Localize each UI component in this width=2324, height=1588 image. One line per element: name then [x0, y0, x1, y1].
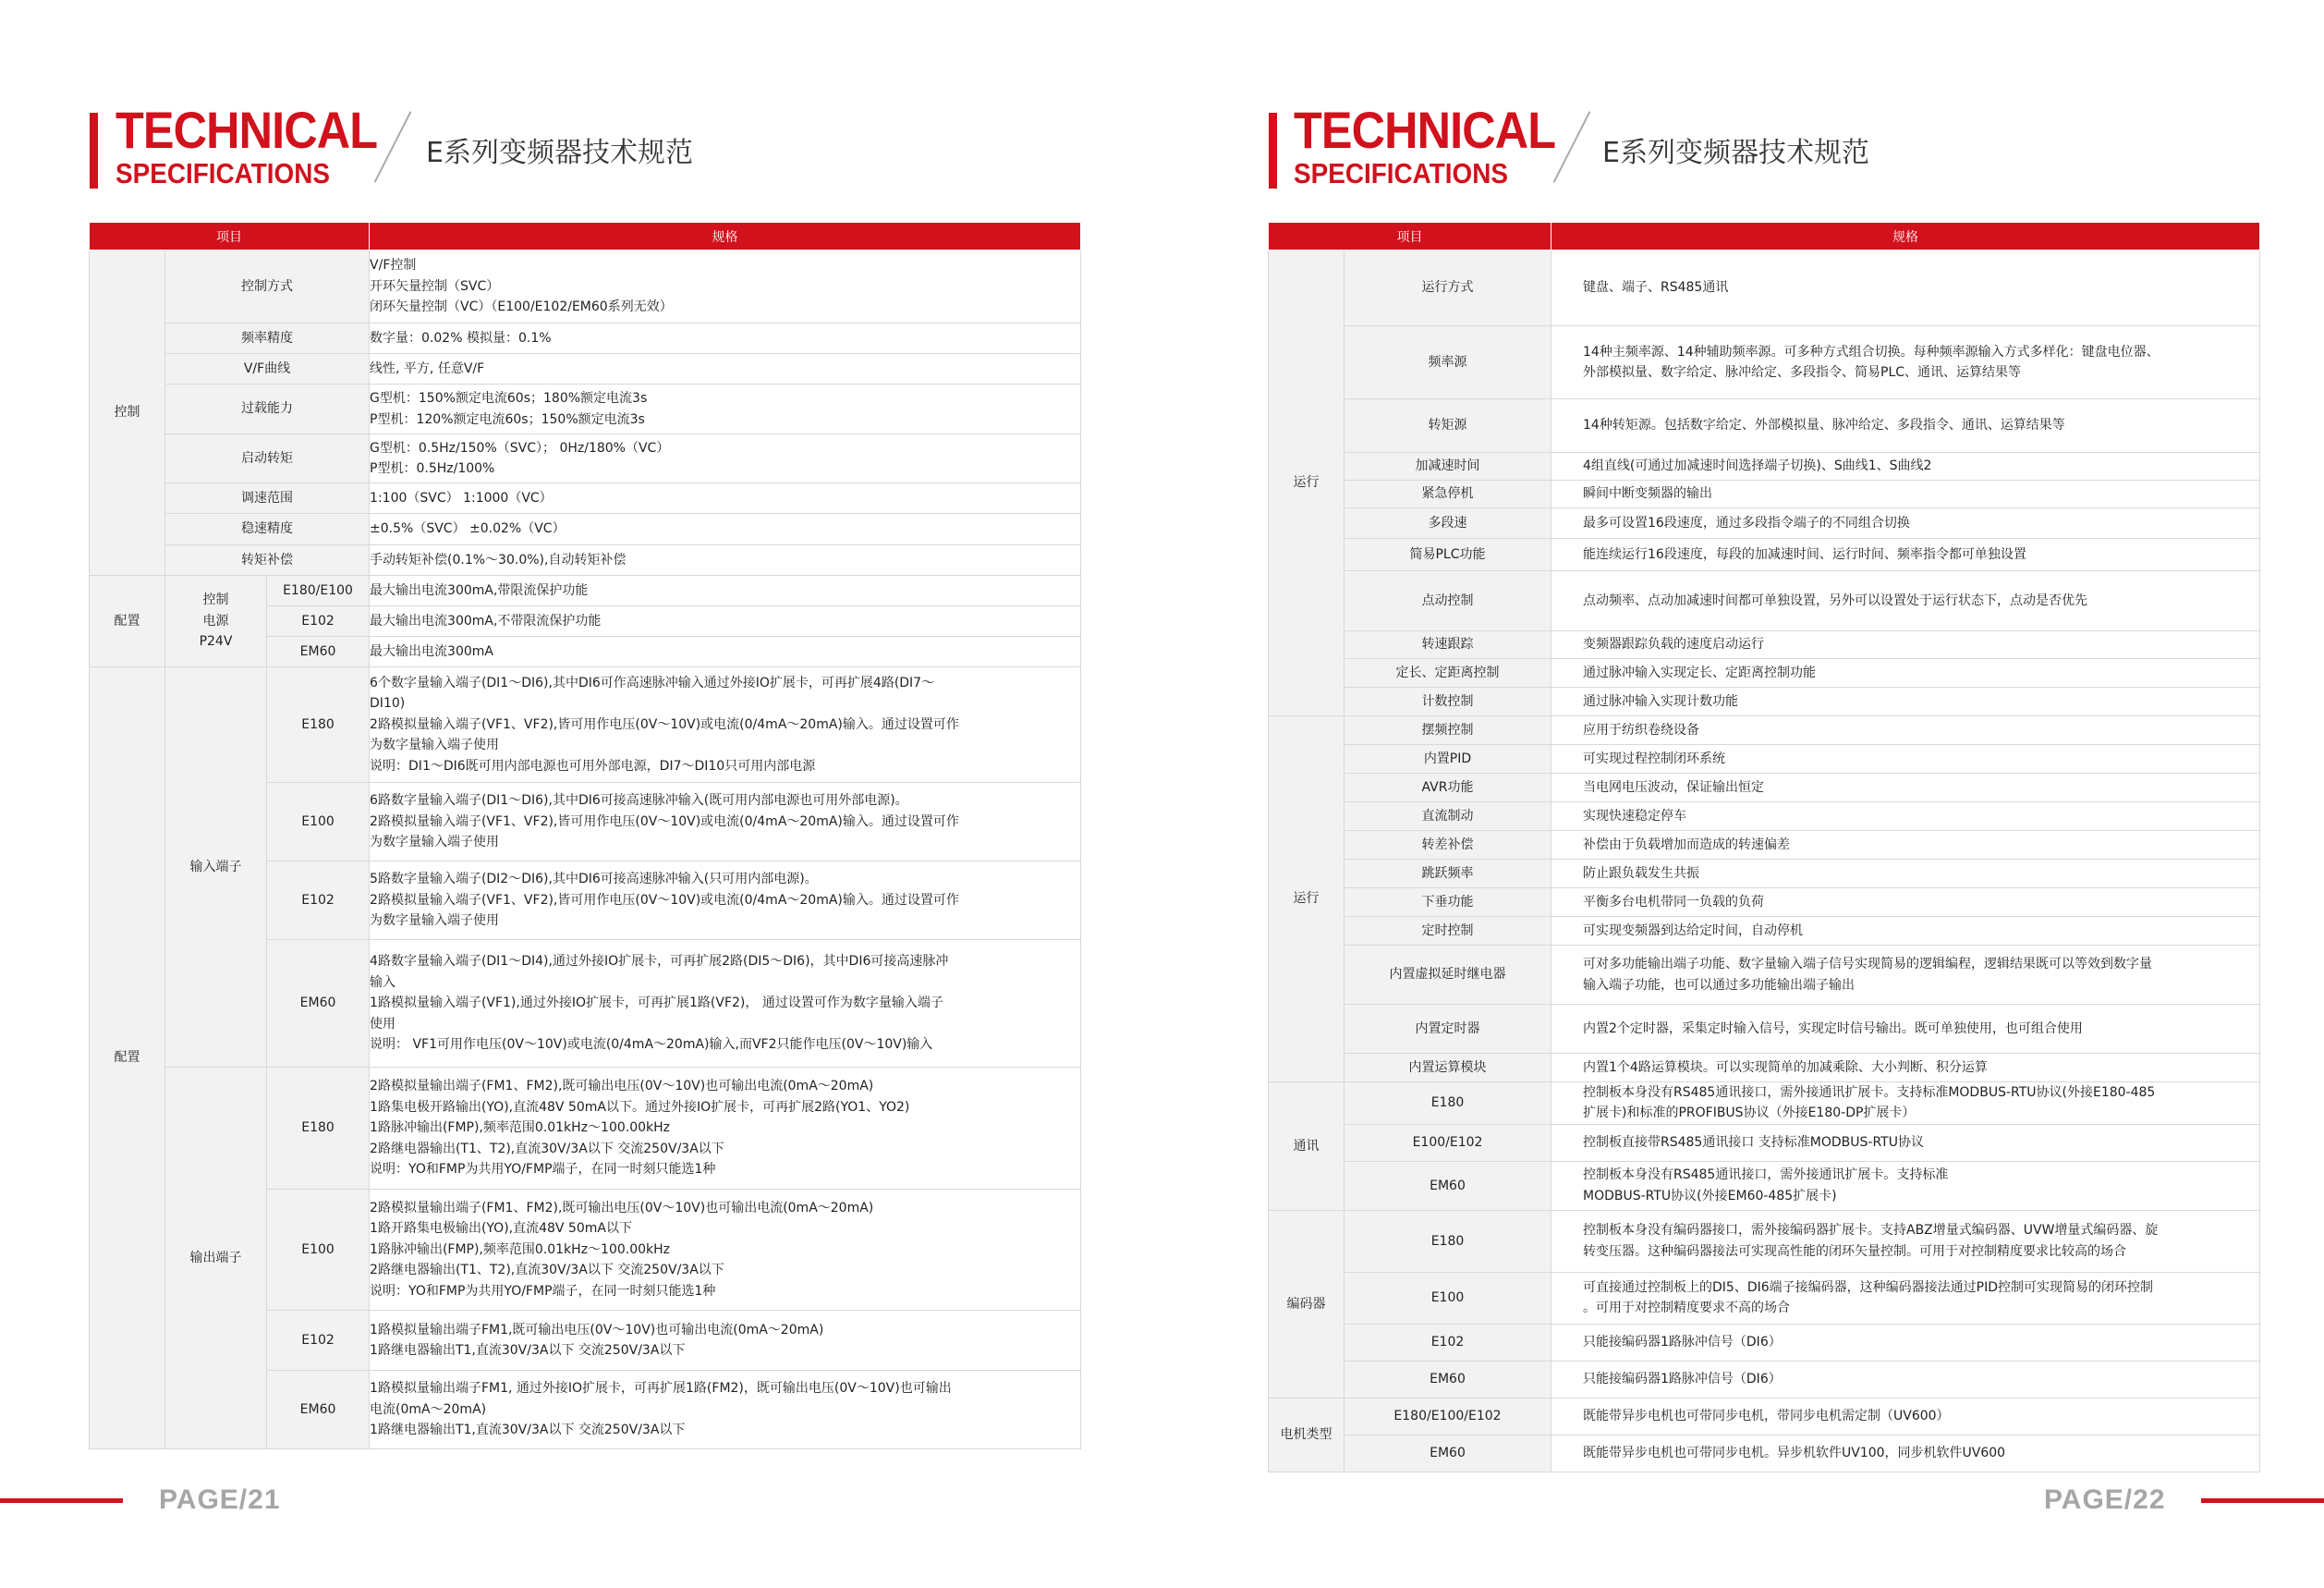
row-value: 既能带异步电机也可带同步电机，带同步电机需定制（UV600）: [1551, 1398, 2260, 1435]
row-value: G型机：150%额定电流60s；180%额定电流3s P型机：120%额定电流60s；150%额定电流3s: [370, 385, 1081, 434]
row-label: EM60: [1345, 1161, 1551, 1210]
row-label: 运行方式: [1345, 250, 1551, 326]
row-label: V/F曲线: [165, 354, 370, 385]
table-row: [90, 385, 1081, 434]
table-row: [1269, 774, 2260, 802]
row-value: 2路模拟量输出端子(FM1、FM2),既可输出电压(0V～10V)也可输出电流(0mA～20mA) 1路集电极开路输出(YO),直流48V 50mA以下。通过外接IO扩展卡，可再扩展2路(YO1、YO2) 1路脉冲输出(FMP),频率范围0.01kHz～100.00kHz 2路继电器输出(T1、T2),直流30V/3A以下 交流250V/3A以下 说明：YO和FMP为共用YO/FMP端子，在同一时刻只能选1种: [370, 1068, 1081, 1190]
row-label: 紧急停机: [1345, 481, 1551, 508]
row-value: 最大输出电流300mA,带限流保护功能: [370, 576, 1081, 606]
row-label: 直流制动: [1345, 802, 1551, 831]
row-value: 可直接通过控制板上的DI5、DI6端子接编码器，这种编码器接法通过PID控制可实现简易的闭环控制 。可用于对控制精度要求不高的场合: [1551, 1272, 2260, 1324]
table-row: [1269, 917, 2260, 946]
row-value: 变频器跟踪负载的速度启动运行: [1551, 631, 2260, 659]
row-label: 内置虚拟延时继电器: [1345, 946, 1551, 1005]
row-value: 当电网电压波动，保证输出恒定: [1551, 774, 2260, 802]
row-value: 5路数字量输入端子(DI2～DI6),其中DI6可接高速脉冲输入(只可用内部电源)。 2路模拟量输入端子(VF1、VF2),皆可用作电压(0V～10V)或电流(0/4mA～20mA)输入。通过设置可作 为数字量输入端子使用: [370, 861, 1081, 940]
row-label: 转差补偿: [1345, 831, 1551, 860]
table-row: [1269, 802, 2260, 831]
table-row: [1269, 1082, 2260, 1125]
row-value: 最大输出电流300mA: [370, 637, 1081, 667]
table-row: [1269, 946, 2260, 1005]
row-label: EM60: [1345, 1361, 1551, 1398]
row-value: ±0.5%（SVC） ±0.02%（VC）: [370, 514, 1081, 545]
category-cell: 配置: [90, 667, 165, 1449]
table-row: [1269, 1398, 2260, 1435]
table-row: [90, 483, 1081, 514]
row-value: 既能带异步电机也可带同步电机。异步机软件UV100，同步机软件UV600: [1551, 1435, 2260, 1472]
model-label: E102: [267, 1311, 370, 1371]
spec-table-page21: [89, 222, 1081, 1449]
row-value: 只能接编码器1路脉冲信号（DI6）: [1551, 1324, 2260, 1361]
row-label: 内置运算模块: [1345, 1054, 1551, 1082]
row-value: 1路模拟量输出端子FM1, 通过外接IO扩展卡，可再扩展1路(FM2)，既可输出电压(0V～10V)也可输出 电流(0mA～20mA) 1路继电器输出T1,直流30V/3A以下 交流250V/3A以下: [370, 1371, 1081, 1449]
table-row: [90, 250, 1081, 324]
page-title: E系列变频器技术规范: [1602, 137, 1869, 169]
model-label: EM60: [267, 940, 370, 1068]
row-value: G型机：0.5Hz/150%（SVC）； 0Hz/180%（VC） P型机：0.5Hz/100%: [370, 434, 1081, 483]
table-row: [1269, 1161, 2260, 1210]
category-cell: 通讯: [1269, 1082, 1345, 1211]
row-value: 通过脉冲输入实现定长、定距离控制功能: [1551, 659, 2260, 688]
header-divider: [1553, 111, 1591, 183]
row-value: 1路模拟量输出端子FM1,既可输出电压(0V～10V)也可输出电流(0mA～20mA) 1路继电器输出T1,直流30V/3A以下 交流250V/3A以下: [370, 1311, 1081, 1371]
row-label: 频率源: [1345, 326, 1551, 399]
category-cell: 控制: [90, 250, 165, 576]
table-row: [1269, 1272, 2260, 1324]
row-value: 可对多功能输出端子功能、数字量输入端子信号实现简易的逻辑编程，逻辑结果既可以等效到数字量 输入端子功能，也可以通过多功能输出端子输出: [1551, 946, 2260, 1005]
spec-table-page22: [1268, 222, 2260, 1472]
row-label: 启动转矩: [165, 434, 370, 483]
page-title: E系列变频器技术规范: [426, 137, 693, 169]
table-row: [90, 545, 1081, 576]
row-value: 14种主频率源、14种辅助频率源。可多种方式组合切换。每种频率源输入方式多样化：键盘电位器、 外部模拟量、数字给定、脉冲给定、多段指令、简易PLC、通讯、运算结果等: [1551, 326, 2260, 399]
table-row: [90, 324, 1081, 354]
row-label: 内置定时器: [1345, 1005, 1551, 1054]
row-label: 过载能力: [165, 385, 370, 434]
row-value: 6路数字量输入端子(DI1～DI6),其中DI6可接高速脉冲输入(既可用内部电源也可用外部电源)。 2路模拟量输入端子(VF1、VF2),皆可用作电压(0V～10V)或电流(0/4mA～20mA)输入。通过设置可作 为数字量输入端子使用: [370, 783, 1081, 861]
row-value: 应用于纺织卷绕设备: [1551, 716, 2260, 745]
row-label: 点动控制: [1345, 571, 1551, 631]
row-label: 摆频控制: [1345, 716, 1551, 745]
row-value: 数字量：0.02% 模拟量：0.1%: [370, 324, 1081, 354]
row-value: 可实现过程控制闭环系统: [1551, 745, 2260, 774]
model-label: EM60: [267, 637, 370, 667]
row-value: 瞬间中断变频器的输出: [1551, 481, 2260, 508]
category-cell: 电机类型: [1269, 1398, 1345, 1472]
row-value: 键盘、端子、RS485通讯: [1551, 250, 2260, 326]
row-label: 内置PID: [1345, 745, 1551, 774]
table-row: [1269, 831, 2260, 860]
column-header-item: 项目: [90, 223, 370, 250]
row-value: 手动转矩补偿(0.1%～30.0%),自动转矩补偿: [370, 545, 1081, 576]
row-label: 控制方式: [165, 250, 370, 324]
footer-accent-line: [0, 1498, 123, 1503]
row-value: 通过脉冲输入实现计数功能: [1551, 688, 2260, 716]
row-value: 14种转矩源。包括数字给定、外部模拟量、脉冲给定、多段指令、通讯、运算结果等: [1551, 399, 2260, 453]
header-accent-bar: [90, 113, 98, 189]
column-header-item: 项目: [1269, 223, 1551, 250]
row-value: 实现快速稳定停车: [1551, 802, 2260, 831]
model-label: E180/E100: [267, 576, 370, 606]
table-row: [1269, 571, 2260, 631]
table-row: [1269, 716, 2260, 745]
table-header-row: [90, 223, 1081, 250]
row-value: 平衡多台电机带同一负载的负荷: [1551, 888, 2260, 917]
input-terminals-label: 输入端子: [165, 667, 267, 1068]
row-label: 转矩补偿: [165, 545, 370, 576]
table-row: [90, 434, 1081, 483]
footer-accent-line: [2201, 1498, 2324, 1503]
row-label: 定长、定距离控制: [1345, 659, 1551, 688]
row-label: 转矩源: [1345, 399, 1551, 453]
column-header-spec: 规格: [1551, 223, 2260, 250]
brand-technical: TECHNICAL: [1294, 101, 1556, 159]
table-row: [1269, 453, 2260, 481]
page-number: PAGE/21: [159, 1484, 281, 1515]
table-row: [1269, 1210, 2260, 1272]
row-value: 内置1个4路运算模块。可以实现简单的加减乘除、大小判断、积分运算: [1551, 1054, 2260, 1082]
row-label: E180: [1345, 1210, 1551, 1272]
row-label: E180: [1345, 1082, 1551, 1125]
row-value: 线性, 平方, 任意V/F: [370, 354, 1081, 385]
row-value: 防止跟负载发生共振: [1551, 860, 2260, 888]
row-value: 能连续运行16段速度，每段的加减速时间、运行时间、频率指令都可单独设置: [1551, 539, 2260, 571]
row-label: 跳跃频率: [1345, 860, 1551, 888]
table-row: [1269, 508, 2260, 539]
page-22: [1162, 0, 2324, 1588]
row-value: 内置2个定时器，采集定时输入信号，实现定时信号输出。既可单独使用，也可组合使用: [1551, 1005, 2260, 1054]
row-label: 定时控制: [1345, 917, 1551, 946]
model-label: E180: [267, 667, 370, 783]
power-sub-label: 控制 电源 P24V: [199, 592, 233, 650]
row-label: EM60: [1345, 1435, 1551, 1472]
row-label: 加减速时间: [1345, 453, 1551, 481]
table-row: [1269, 631, 2260, 659]
row-label: 多段速: [1345, 508, 1551, 539]
row-value: 控制板直接带RS485通讯接口 支持标准MODBUS-RTU协议: [1551, 1124, 2260, 1161]
model-label: E100: [267, 1190, 370, 1311]
row-value: 可实现变频器到达给定时间，自动停机: [1551, 917, 2260, 946]
row-value: 最多可设置16段速度，通过多段指令端子的不同组合切换: [1551, 508, 2260, 539]
table-row: [90, 667, 1081, 783]
row-label: 计数控制: [1345, 688, 1551, 716]
output-terminals-label: 输出端子: [165, 1068, 267, 1449]
table-row: [1269, 1361, 2260, 1398]
header-accent-bar: [1269, 113, 1277, 189]
brand-technical: TECHNICAL: [116, 101, 378, 159]
category-cell: 运行: [1269, 716, 1345, 1082]
table-row: [90, 514, 1081, 545]
table-row: [90, 576, 1081, 606]
row-value: 控制板本身没有RS485通讯接口，需外接通讯扩展卡。支持标准MODBUS-RTU协议(外接E180-485 扩展卡)和标准的PROFIBUS协议（外接E180-DP扩展卡）: [1551, 1082, 2260, 1125]
table-row: [1269, 745, 2260, 774]
row-label: AVR功能: [1345, 774, 1551, 802]
row-label: 下垂功能: [1345, 888, 1551, 917]
power-sub-cell: [165, 576, 267, 667]
row-value: 控制板本身没有编码器接口，需外接编码器扩展卡。支持ABZ增量式编码器、UVW增量式编码器、旋 转变压器。这种编码器接法可实现高性能的闭环矢量控制。可用于对控制精度要求比较高的场合: [1551, 1210, 2260, 1272]
row-label: 稳速精度: [165, 514, 370, 545]
category-cell: 配置: [90, 576, 165, 667]
row-label: E100/E102: [1345, 1124, 1551, 1161]
row-value: 只能接编码器1路脉冲信号（DI6）: [1551, 1361, 2260, 1398]
table-row: [1269, 1124, 2260, 1161]
row-value: 1:100（SVC） 1:1000（VC）: [370, 483, 1081, 514]
row-value: 控制板本身没有RS485通讯接口，需外接通讯扩展卡。支持标准 MODBUS-RTU协议(外接EM60-485扩展卡): [1551, 1161, 2260, 1210]
row-label: 简易PLC功能: [1345, 539, 1551, 571]
model-label: EM60: [267, 1371, 370, 1449]
row-value: 6个数字量输入端子(DI1～DI6),其中DI6可作高速脉冲输入通过外接IO扩展卡，可再扩展4路(DI7～ DI10) 2路模拟量输入端子(VF1、VF2),皆可用作电压(0V～10V)或电流(0/4mA～20mA)输入。通过设置可作 为数字量输入端子使用 说明：DI1～DI6既可用内部电源也可用外部电源，DI7～DI10只可用内部电源: [370, 667, 1081, 783]
table-row: [1269, 688, 2260, 716]
row-label: E180/E100/E102: [1345, 1398, 1551, 1435]
table-row: [1269, 659, 2260, 688]
table-row: [90, 1068, 1081, 1190]
model-label: E100: [267, 783, 370, 861]
row-label: E100: [1345, 1272, 1551, 1324]
table-row: [1269, 1324, 2260, 1361]
table-row: [1269, 326, 2260, 399]
table-row: [1269, 1005, 2260, 1054]
row-value: 最大输出电流300mA,不带限流保护功能: [370, 606, 1081, 637]
table-row: [1269, 399, 2260, 453]
table-row: [1269, 1054, 2260, 1082]
row-value: 2路模拟量输出端子(FM1、FM2),既可输出电压(0V～10V)也可输出电流(0mA～20mA) 1路开路集电极输出(YO),直流48V 50mA以下 1路脉冲输出(FMP),频率范围0.01kHz～100.00kHz 2路继电器输出(T1、T2),直流30V/3A以下 交流250V/3A以下 说明：YO和FMP为共用YO/FMP端子，在同一时刻只能选1种: [370, 1190, 1081, 1311]
row-label: 转速跟踪: [1345, 631, 1551, 659]
table-row: [1269, 888, 2260, 917]
row-value: V/F控制 开环矢量控制（SVC） 闭环矢量控制（VC）（E100/E102/EM60系列无效）: [370, 250, 1081, 324]
table-row: [1269, 481, 2260, 508]
category-cell: 编码器: [1269, 1210, 1345, 1398]
row-label: 频率精度: [165, 324, 370, 354]
header-divider: [374, 111, 412, 183]
category-cell: 运行: [1269, 250, 1345, 716]
table-row: [1269, 250, 2260, 326]
row-value: 点动频率、点动加减速时间都可单独设置，另外可以设置处于运行状态下，点动是否优先: [1551, 571, 2260, 631]
row-label: E102: [1345, 1324, 1551, 1361]
row-label: 调速范围: [165, 483, 370, 514]
model-label: E102: [267, 861, 370, 940]
brand-specifications: SPECIFICATIONS: [116, 157, 331, 189]
table-row: [1269, 860, 2260, 888]
model-label: E180: [267, 1068, 370, 1190]
table-row: [90, 354, 1081, 385]
table-header-row: [1269, 223, 2260, 250]
model-label: E102: [267, 606, 370, 637]
brand-specifications: SPECIFICATIONS: [1294, 157, 1509, 189]
row-value: 4组直线(可通过加减速时间选择端子切换)、S曲线1、S曲线2: [1551, 453, 2260, 481]
table-row: [1269, 539, 2260, 571]
page-number: PAGE/22: [2044, 1484, 2166, 1515]
row-value: 4路数字量输入端子(DI1～DI4),通过外接IO扩展卡，可再扩展2路(DI5～DI6)，其中DI6可接高速脉冲 输入 1路模拟量输入端子(VF1),通过外接IO扩展卡，可再扩展1路(VF2)， 通过设置可作为数字量输入端子 使用 说明： VF1可用作电压(0V～10V)或电流(0/4mA～20mA)输入,而VF2只能作电压(0V～10V)输入: [370, 940, 1081, 1068]
column-header-spec: 规格: [370, 223, 1081, 250]
row-value: 补偿由于负载增加而造成的转速偏差: [1551, 831, 2260, 860]
table-row: [1269, 1435, 2260, 1472]
